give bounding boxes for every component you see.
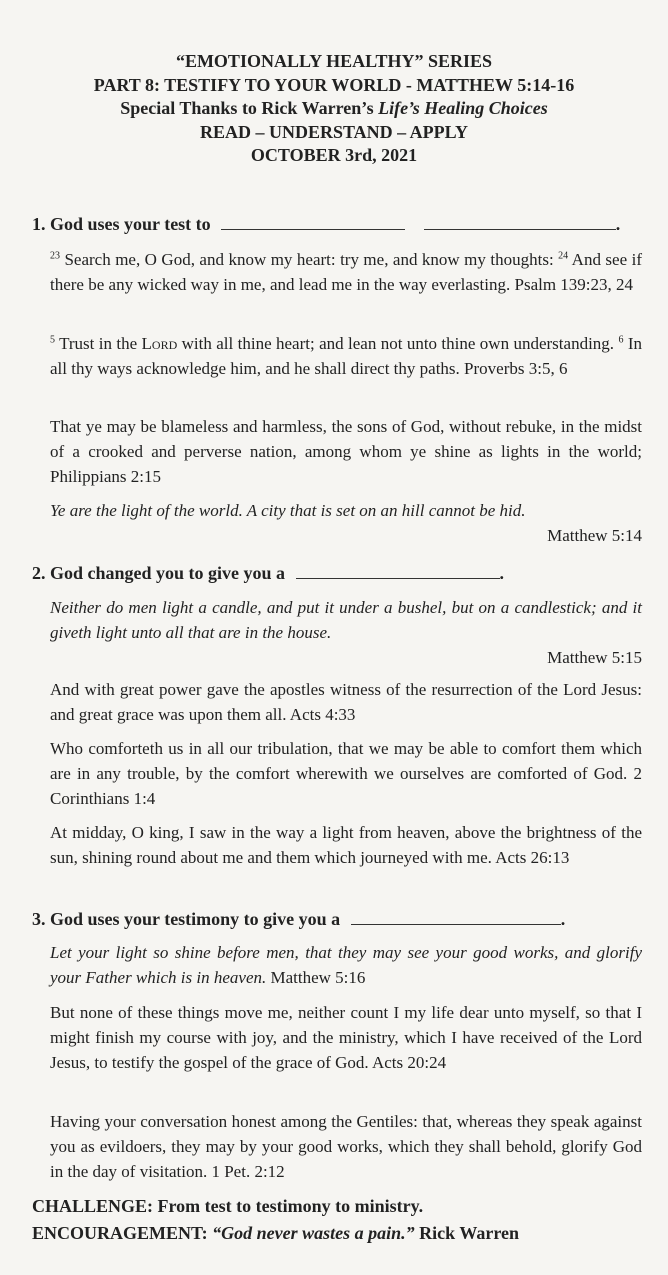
verse-text: with all thine heart; and lean not unto thine own understanding. — [177, 334, 619, 353]
lord-smallcaps: Lord — [141, 334, 178, 353]
point-2-label: 2. God changed you to give you a — [32, 563, 286, 583]
point-2-end: . — [499, 563, 505, 583]
part-title: PART 8: TESTIFY TO YOUR WORLD - MATTHEW 5:14-16 — [93, 74, 575, 95]
point-2-blank[interactable] — [296, 563, 500, 579]
document-header — [0, 0, 668, 168]
point-3-verse-peter: Having your conversation honest among the Gentiles: that, whereas they speak against you as evildoers, they may by your good works, which they shall behold, glorify God in the day of visitation. 1 Pet. 2:12 — [50, 1112, 642, 1181]
verse-reference: Matthew 5:15 — [547, 648, 642, 667]
point-1-label: 1. God uses your test to — [32, 214, 211, 234]
point-1-title — [32, 214, 620, 235]
verse-reference: Matthew 5:16 — [266, 968, 366, 987]
encouragement-author: Rick Warren — [414, 1223, 520, 1243]
point-1-end: . — [615, 214, 621, 234]
point-1-verse-psalm — [50, 247, 642, 297]
point-2-verse-matthew — [50, 595, 642, 670]
encouragement-quote: “God never wastes a pain.” — [212, 1223, 415, 1243]
verse-text: And see if there be any wicked way in me, and lead me in the way everlasting. Psalm 139:23, 24 — [50, 250, 642, 294]
verse-number: 5 — [50, 334, 55, 346]
encouragement-line — [32, 1223, 519, 1244]
point-1-blank-1[interactable] — [221, 214, 405, 230]
point-3-blank[interactable] — [351, 909, 561, 925]
thanks-book: Life’s Healing Choices — [378, 98, 548, 118]
point-2-title — [32, 563, 504, 584]
point-1-blank-2[interactable] — [424, 214, 616, 230]
point-3-verse-acts-20: But none of these things move me, neither count I my life dear unto myself, so that I might finish my course with joy, and the ministry, which I have received of the Lord Jesus, to testify the gospel of the grace of God. Acts 20:24 — [50, 1003, 642, 1072]
verse-text: Search me, O God, and know my heart: try me, and know my thoughts: — [60, 250, 559, 269]
point-2-verse-acts-26: At midday, O king, I saw in the way a light from heaven, above the brightness of the sun, shining round about me and them which journeyed with me. Acts 26:13 — [50, 823, 642, 867]
date-line: OCTOBER 3rd, 2021 — [250, 145, 418, 165]
thanks-line — [0, 97, 668, 121]
verse-number: 24 — [558, 250, 569, 262]
point-3-title — [32, 909, 565, 930]
verse-text: Let your light so shine before men, that they may see your good works, and glorify your Father which is in heaven. — [50, 943, 642, 987]
point-1-verse-matthew — [50, 498, 642, 548]
verse-text: Trust in the — [55, 334, 142, 353]
verse-number: 6 — [618, 334, 624, 346]
point-1-verse-proverbs — [50, 331, 642, 381]
point-3-verse-matthew — [50, 940, 642, 990]
point-1-verse-philippians: That ye may be blameless and harmless, the sons of God, without rebuke, in the midst of a crooked and perverse nation, among whom ye shine as lights in the world; Philippians 2:15 — [50, 417, 642, 486]
point-3-end: . — [560, 909, 566, 929]
verse-text: In all thy ways acknowledge him, and he shall direct thy paths. Proverbs 3:5, 6 — [50, 334, 642, 378]
point-2-verse-corinthians: Who comforteth us in all our tribulation, that we may be able to comfort them which are in any trouble, by the comfort wherewith we ourselves are comforted of God. 2 Corinthians 1:4 — [50, 739, 642, 808]
thanks-prefix: Special Thanks to Rick Warren’s — [120, 98, 379, 118]
series-title: “EMOTIONALLY HEALTHY” SERIES — [175, 51, 493, 71]
read-understand-apply: READ – UNDERSTAND – APPLY — [199, 121, 469, 142]
verse-text: Ye are the light of the world. A city that is set on an hill cannot be hid. — [50, 501, 526, 520]
point-3-label: 3. God uses your testimony to give you a — [32, 909, 341, 929]
verse-number: 23 — [50, 250, 60, 262]
challenge-line: CHALLENGE: From test to testimony to ministry. — [32, 1196, 424, 1216]
encouragement-label: ENCOURAGEMENT: — [32, 1223, 213, 1243]
verse-reference: Matthew 5:14 — [547, 526, 642, 545]
point-2-verse-acts-4: And with great power gave the apostles witness of the resurrection of the Lord Jesus: and great grace was upon them all. Acts 4:33 — [50, 680, 642, 724]
verse-text: Neither do men light a candle, and put it under a bushel, but on a candlestick; and it giveth light unto all that are in the house. — [50, 598, 642, 642]
